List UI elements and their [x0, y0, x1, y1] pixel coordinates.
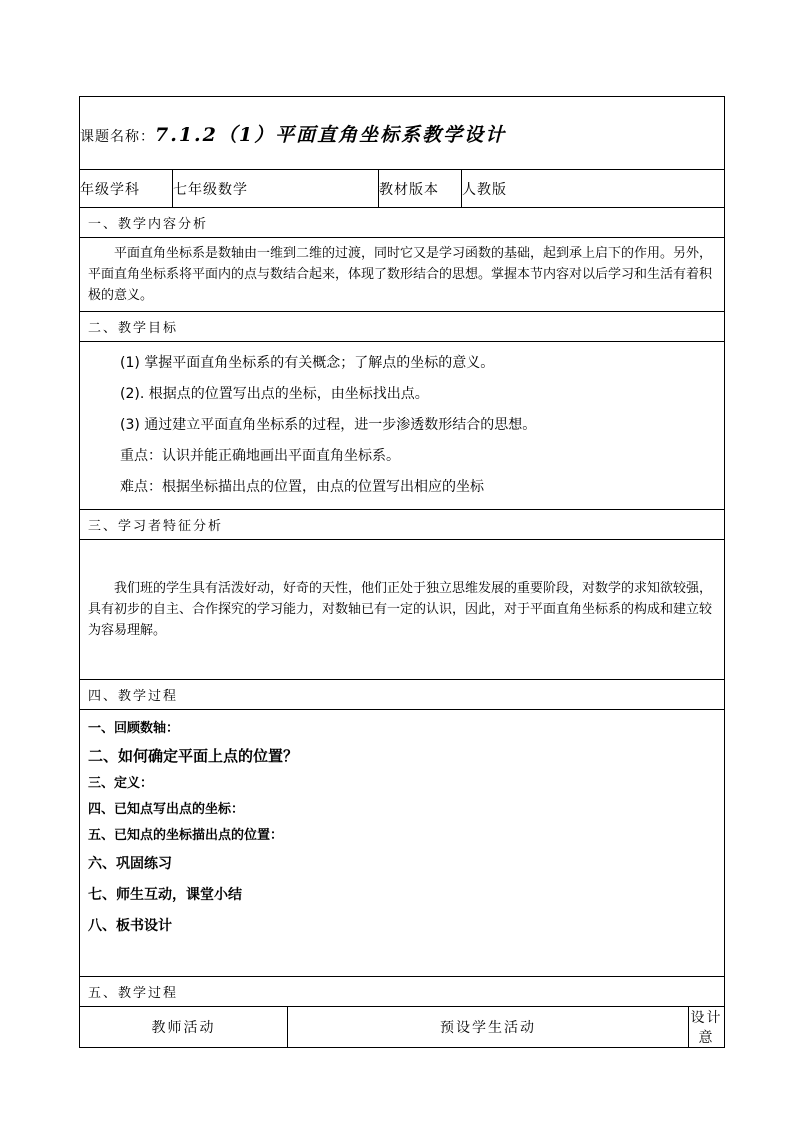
process-step: 七、师生互动，课堂小结: [88, 887, 242, 903]
lesson-plan-table: [79, 96, 725, 1048]
title-label: 课题名称：: [80, 128, 155, 145]
process-step: 六、巩固练习: [88, 856, 172, 872]
section3-heading: 三、学习者特征分析: [80, 510, 725, 540]
key-point: 重点：认识并能正确地画出平面直角坐标系。: [120, 448, 400, 464]
process-step: 四、已知点写出点的坐标：: [88, 802, 245, 817]
section1-heading: 一、教学内容分析: [80, 208, 725, 238]
learner-analysis-cell: [80, 540, 725, 680]
section1-text: 平面直角坐标系是数轴由一维到二维的过渡，同时它又是学习函数的基础，起到承上启下的作用。另外，平面直角坐标系将平面内的点与数结合起来，体现了数形结合的思想。掌握本节内容对以后学习和生活有着积极的意义。: [80, 238, 725, 312]
title-row: [80, 97, 725, 170]
title-cell: [80, 97, 725, 170]
edition-value: 人教版: [462, 170, 725, 208]
grade-label: 年级学科: [80, 170, 173, 208]
lesson-plan-sheet: [79, 96, 724, 1048]
process-step: 一、回顾数轴：: [88, 721, 180, 736]
section2-body-row: [80, 342, 725, 510]
meta-row: [80, 170, 725, 208]
section5-heading-row: [80, 977, 725, 1007]
objective-item: (1) 掌握平面直角坐标系的有关概念；了解点的坐标的意义。: [120, 355, 495, 371]
process-step: 五、已知点的坐标描出点的位置：: [88, 828, 284, 843]
section3-heading-row: [80, 510, 725, 540]
activity-header-row: [80, 1007, 725, 1048]
section4-body-row: [80, 710, 725, 977]
section2-heading: 二、教学目标: [80, 312, 725, 342]
learner-analysis-text: 我们班的学生具有活泼好动，好奇的天性，他们正处于独立思维发展的重要阶段，对数学的求知欲较强，具有初步的自主、合作探究的学习能力，对数轴已有一定的认识，因此，对于平面直角坐标系的构成和建立较为容易理解。: [88, 581, 713, 638]
edition-label: 教材版本: [379, 170, 462, 208]
objective-item: (3) 通过建立平面直角坐标系的过程，进一步渗透数形结合的思想。: [120, 417, 537, 433]
difficult-point: 难点：根据坐标描出点的位置，由点的位置写出相应的坐标: [120, 479, 484, 495]
process-step: 三、定义：: [88, 776, 154, 791]
objectives-list: [80, 342, 725, 510]
section2-heading-row: [80, 312, 725, 342]
process-step: 八、板书设计: [88, 918, 172, 934]
process-step: 二、如何确定平面上点的位置？: [88, 747, 299, 765]
grade-value: 七年级数学: [173, 170, 379, 208]
section1-heading-row: [80, 208, 725, 238]
student-activity-header: 预设学生活动: [288, 1007, 689, 1048]
section5-heading: 五、教学过程: [80, 977, 725, 1007]
process-steps: [80, 710, 725, 977]
section4-heading-row: [80, 680, 725, 710]
design-intent-header: 设计意: [689, 1007, 725, 1048]
teacher-activity-header: 教师活动: [80, 1007, 288, 1048]
objective-item: (2). 根据点的位置写出点的坐标，由坐标找出点。: [120, 386, 429, 402]
section1-body-row: [80, 238, 725, 312]
section3-body-row: [80, 540, 725, 680]
section4-heading: 四、教学过程: [80, 680, 725, 710]
page-title: 7.1.2（1）平面直角坐标系教学设计: [155, 123, 507, 146]
